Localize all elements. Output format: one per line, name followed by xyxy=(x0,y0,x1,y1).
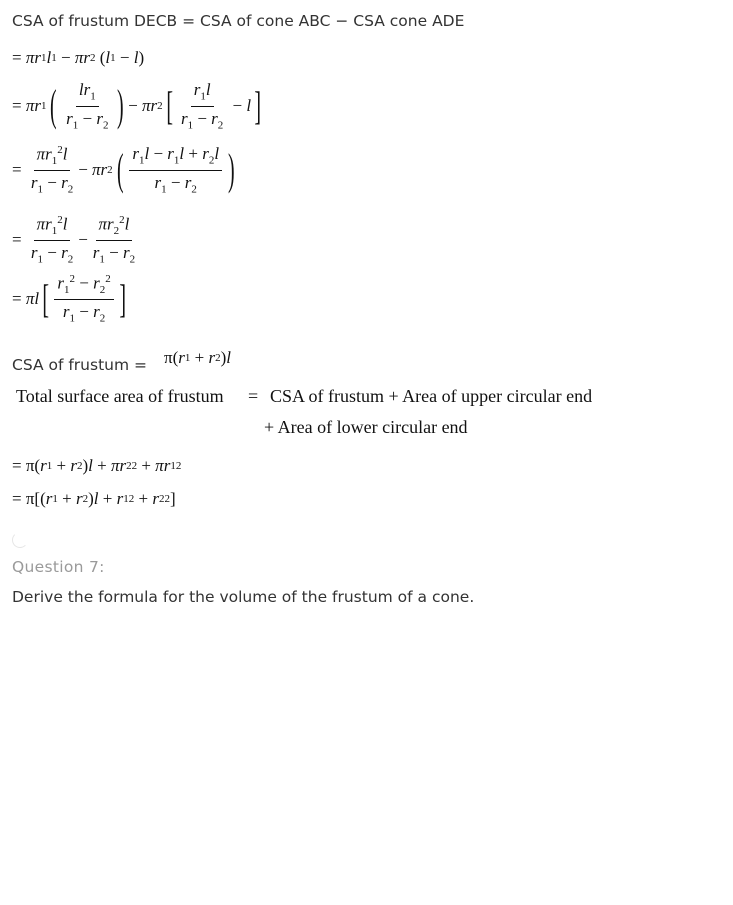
tsa-right-side: CSA of frustum + Area of upper circular end xyxy=(270,386,593,406)
derivation-step-3: = $\frac{\pi r_1^2l}{r_1 - r_2}$ − πr 2 ( $\frac{r_1l - r_1l + r_2l}{r_1 - r_2}$ ) xyxy=(12,144,235,196)
tsa-step-1: = π( r 1 + r 2 ) l + πr 2 2 + πr 1 2 xyxy=(12,456,182,475)
question-label: Question 7: xyxy=(12,558,105,576)
derivation-step-1: = πr 1 l 1 − πr 2 ( l 1 − l ) xyxy=(12,48,145,67)
tsa-lower-end: + Area of lower circular end xyxy=(264,417,468,437)
csa-result-label: CSA of frustum = xyxy=(12,356,147,374)
derivation-step-4: = $\frac{\pi r_1^2l}{r_1 - r_2}$ − $\frac{\pi r_2^2l}{r_1 - r_2}$ xyxy=(12,214,136,266)
tsa-equals: = xyxy=(248,386,259,406)
tsa-label: Total surface area of frustum xyxy=(16,386,224,406)
csa-result-formula: π( r 1 + r 2 ) l xyxy=(164,348,231,367)
derivation-step-5: = πl [ $\frac{r_1^2 - r_2^2}{r_1 - r_2}$ ] xyxy=(12,273,126,325)
derivation-step-2: = πr 1 ( $\frac{lr_1}{r_1 - r_2}$ ) − πr 2 [ $\frac{r_1l}{r_1 - r_2}$ − l ] xyxy=(12,80,262,131)
question-text: Derive the formula for the volume of the frustum of a cone. xyxy=(12,588,475,606)
loading-spinner-icon xyxy=(12,532,28,548)
csa-frustum-heading: CSA of frustum DECB = CSA of cone ABC − CSA cone ADE xyxy=(12,12,465,30)
tsa-step-2: = π[( r 1 + r 2 ) l + r 1 2 + r 2 2 ] xyxy=(12,489,176,508)
